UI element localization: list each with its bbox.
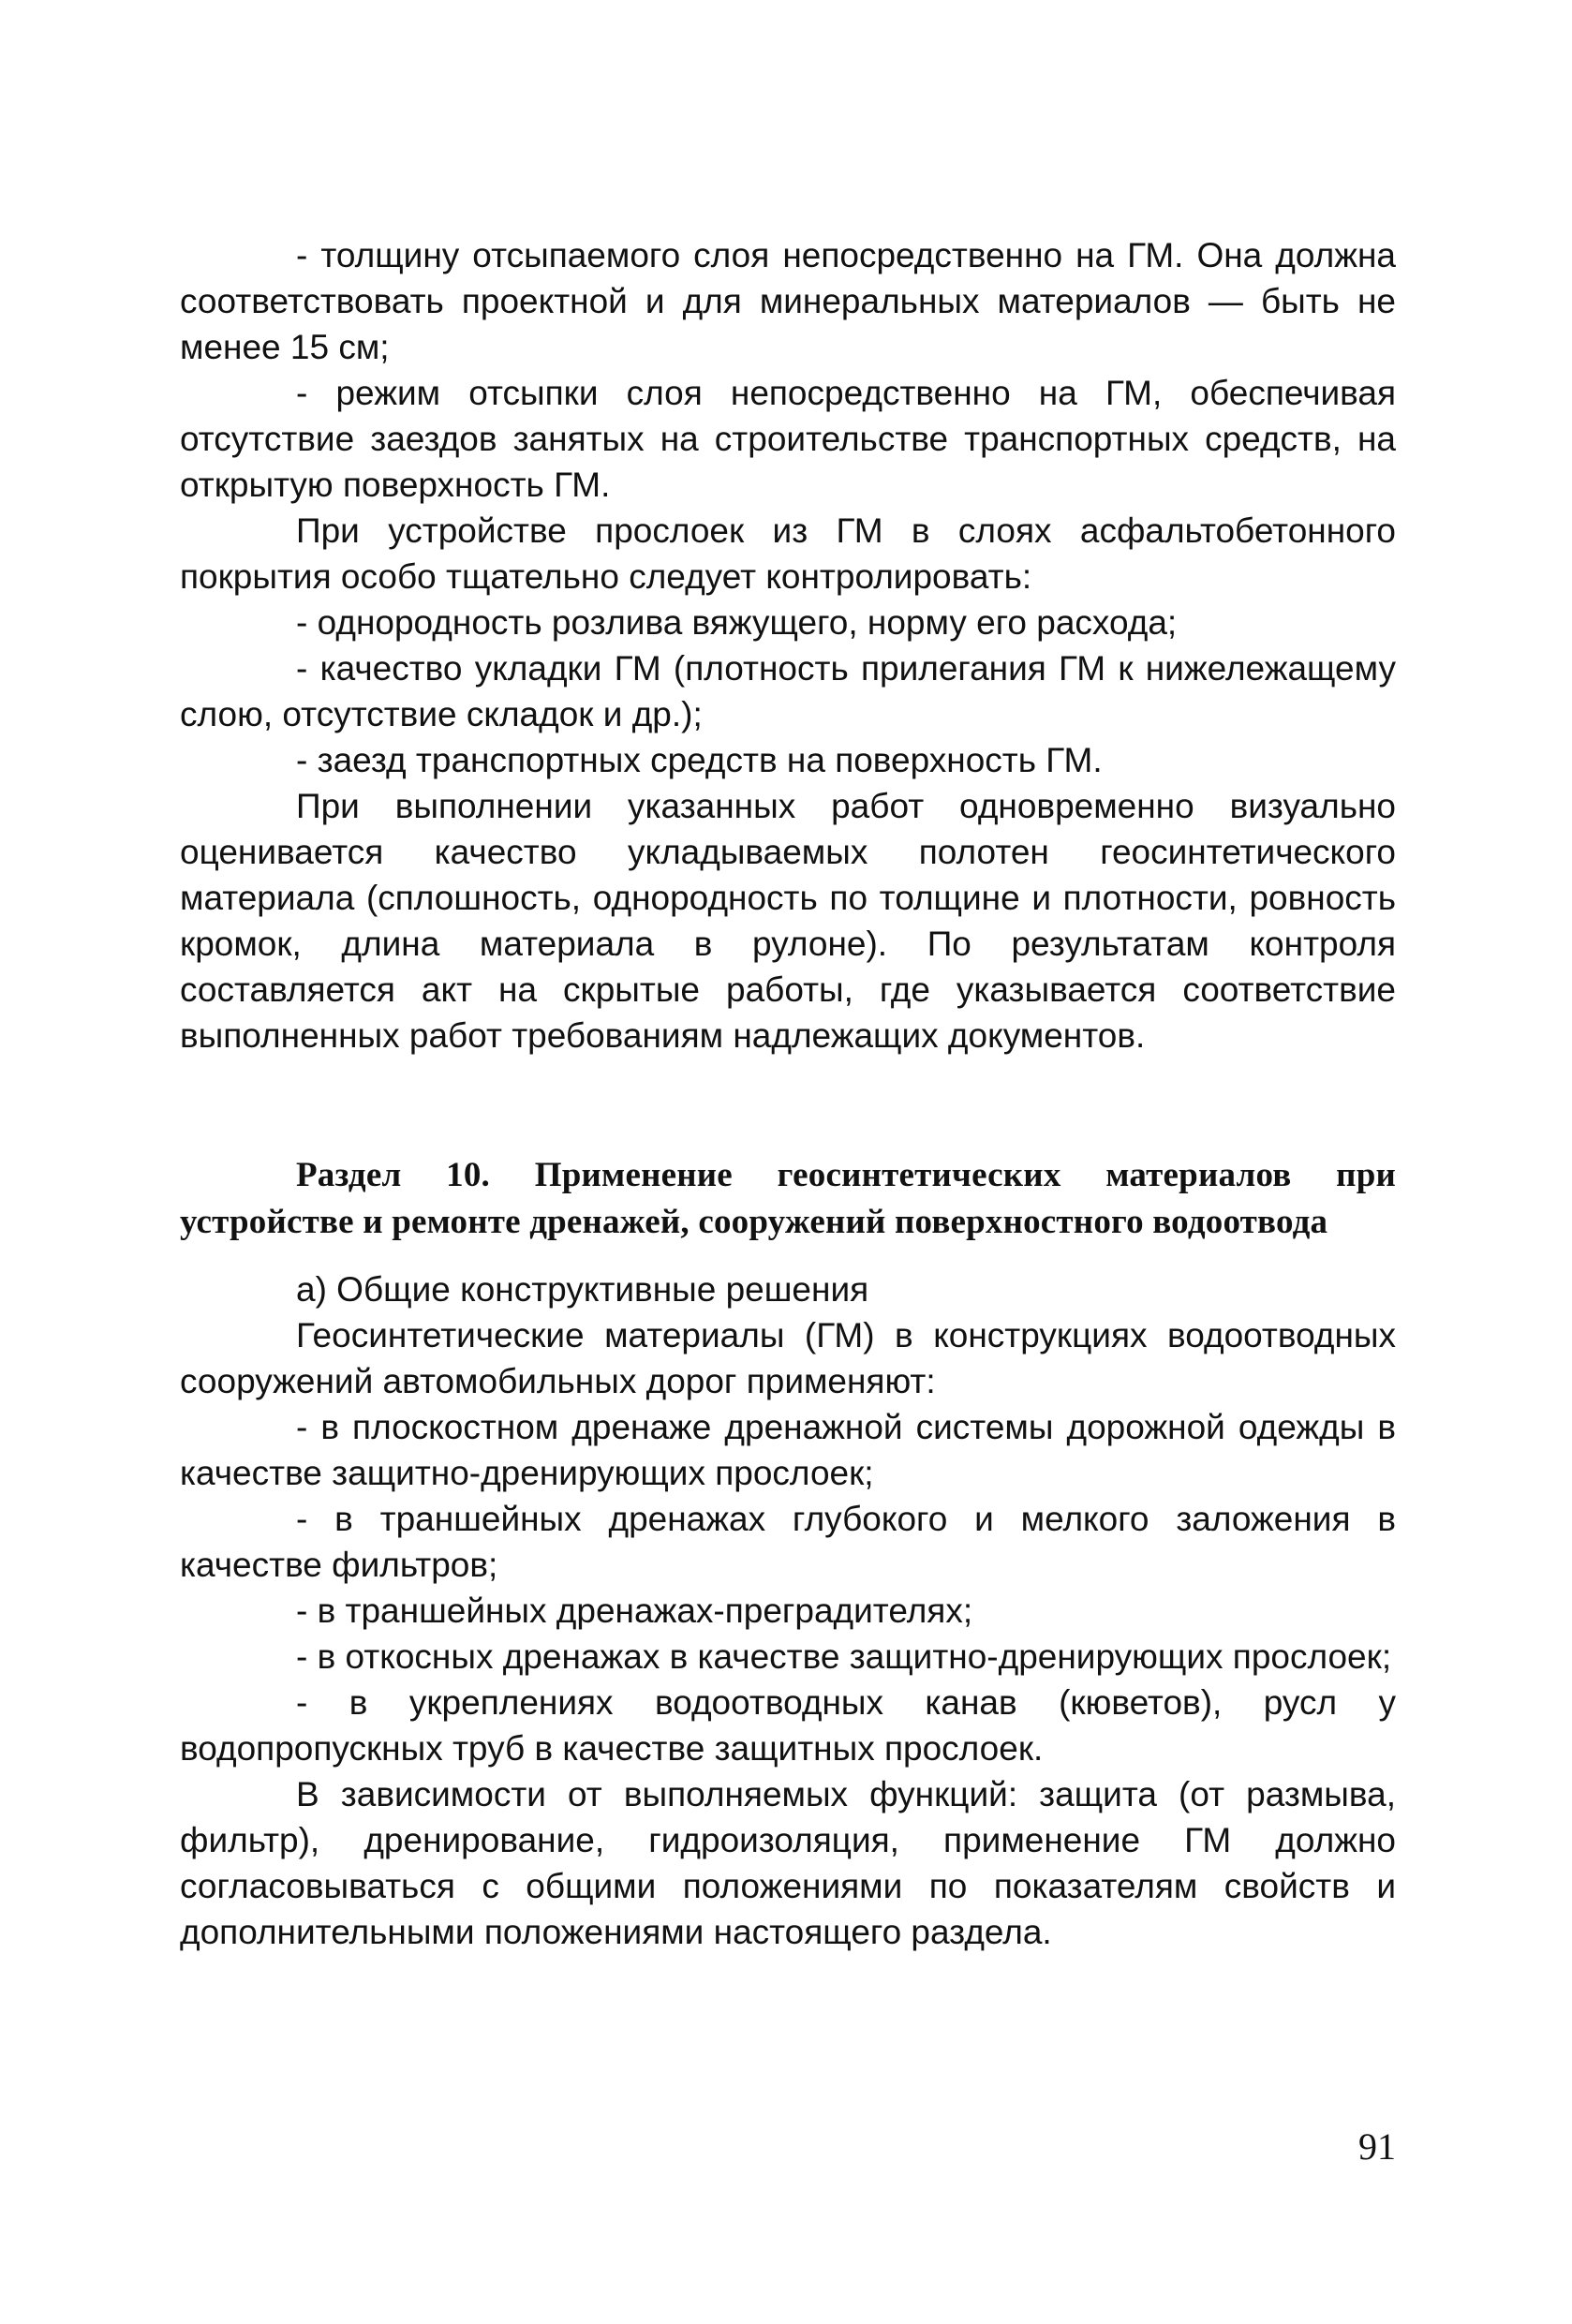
subsection-title: а) Общие конструктивные решения xyxy=(296,1270,869,1309)
section-spacer xyxy=(180,1058,1396,1152)
paragraph: - в укреплениях водоотводных канав (кюветов), русл у водопропускных труб в качестве защитных прослоек. xyxy=(180,1683,1396,1768)
paragraph: - толщину отсыпаемого слоя непосредственно на ГМ. Она должна соответствовать проектной и для минеральных материалов — быть не менее 15 см; xyxy=(180,236,1396,366)
paragraph: - в траншейных дренажах-преградителях; xyxy=(296,1591,973,1630)
paragraph: - в откосных дренажах в качестве защитно-дренирующих прослоек; xyxy=(296,1637,1392,1676)
section-heading: Раздел 10. Применение геосинтетических материалов при устройстве и ремонте дренажей, сооружений поверхностного водоотвода xyxy=(180,1156,1396,1241)
paragraph: - режим отсыпки слоя непосредственно на ГМ, обеспечивая отсутствие заездов занятых на строительстве транспортных средств, на открытую поверхность ГМ. xyxy=(180,374,1396,504)
paragraph: - однородность розлива вяжущего, норму его расхода; xyxy=(296,603,1178,642)
paragraph: - в траншейных дренажах глубокого и мелкого заложения в качестве фильтров; xyxy=(180,1500,1396,1584)
paragraph: Геосинтетические материалы (ГМ) в конструкциях водоотводных сооружений автомобильных дорог применяют: xyxy=(180,1316,1396,1400)
paragraph: - в плоскостном дренаже дренажной системы дорожной одежды в качестве защитно-дренирующих прослоек; xyxy=(180,1408,1396,1492)
paragraph: При устройстве прослоек из ГМ в слоях асфальтобетонного покрытия особо тщательно следует контролировать: xyxy=(180,511,1396,596)
paragraph: В зависимости от выполняемых функций: защита (от размыва, фильтр), дренирование, гидроизоляция, применение ГМ должно согласовываться с общими положениями по показателям свойств и дополнительными положениями настоящего раздела. xyxy=(180,1775,1396,1951)
paragraph: При выполнении указанных работ одновременно визуально оценивается качество укладываемых полотен геосинтетического материала (сплошность, однородность по толщине и плотности, ровность кромок, длина материала в рулоне). По результатам контроля составляется акт на скрытые работы, где указывается соответствие выполненных работ требованиям надлежащих документов. xyxy=(180,787,1396,1055)
page-body xyxy=(180,232,1396,1955)
section-spacer xyxy=(180,1246,1396,1266)
paragraph: - качество укладки ГМ (плотность прилегания ГМ к нижележащему слою, отсутствие складок и др.); xyxy=(180,649,1396,733)
page-number: 91 xyxy=(1358,2125,1396,2168)
paragraph: - заезд транспортных средств на поверхность ГМ. xyxy=(296,741,1103,779)
